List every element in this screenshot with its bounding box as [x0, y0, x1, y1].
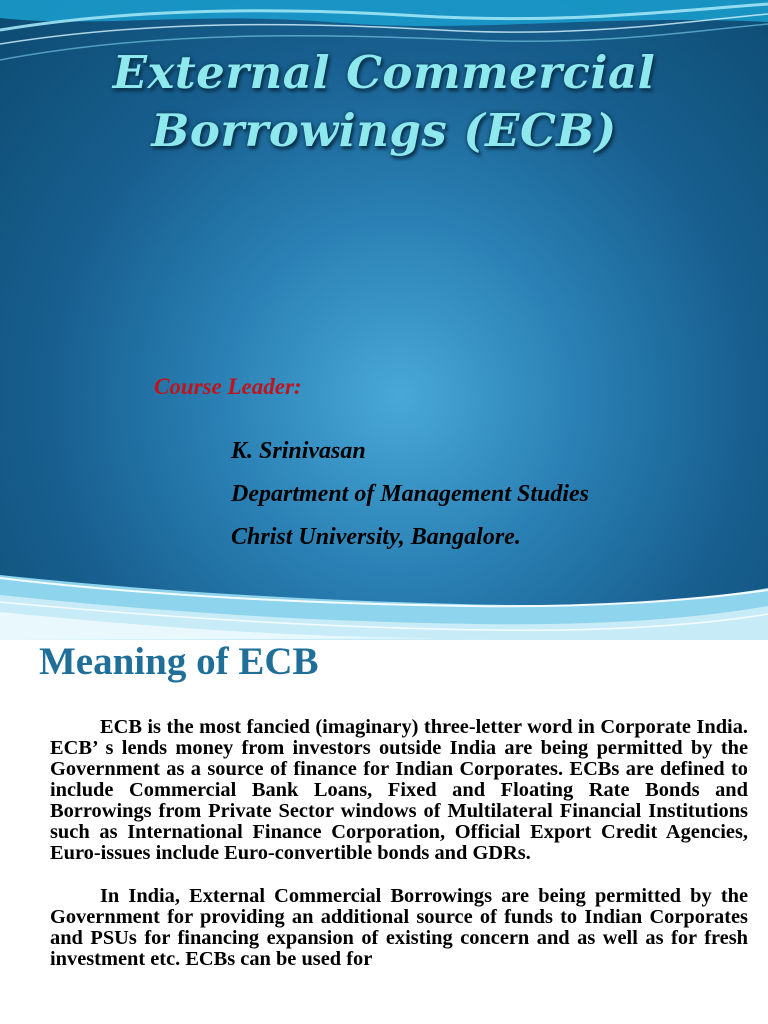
paragraph-2: In India, External Commercial Borrowings are being permitted by the Government for providing an additional source of funds to Indian Corporates and PSUs for financing expansion of existing concern and as well as for fresh investment etc. ECBs can be used for	[50, 885, 748, 970]
presenter-institution: Christ University, Bangalore.	[231, 524, 521, 550]
slide-title-line-2: Borrowings (ECB)	[151, 104, 617, 157]
slide-title-line-1: External Commercial	[112, 46, 656, 99]
presenter-block	[231, 430, 589, 559]
slide-title	[0, 44, 768, 160]
content-slide	[0, 640, 768, 1024]
paragraph-1: ECB is the most fancied (imaginary) three-letter word in Corporate India. ECB’ s lends money from investors outside India are being permitted by the Government as a source of finance for Indian Corporates. ECBs are defined to include Commercial Bank Loans, Fixed and Floating Rate Bonds and Borrowings from Private Sector windows of Multilateral Financial Institutions such as International Finance Corporation, Official Export Credit Agencies, Euro-issues include Euro-convertible bonds and GDRs.	[50, 716, 748, 864]
presenter-department: Department of Management Studies	[231, 481, 590, 507]
presenter-name: K. Srinivasan	[231, 438, 366, 464]
section-heading: Meaning of ECB	[39, 640, 319, 683]
course-leader-label: Course Leader:	[154, 374, 302, 399]
body-text	[50, 717, 748, 992]
